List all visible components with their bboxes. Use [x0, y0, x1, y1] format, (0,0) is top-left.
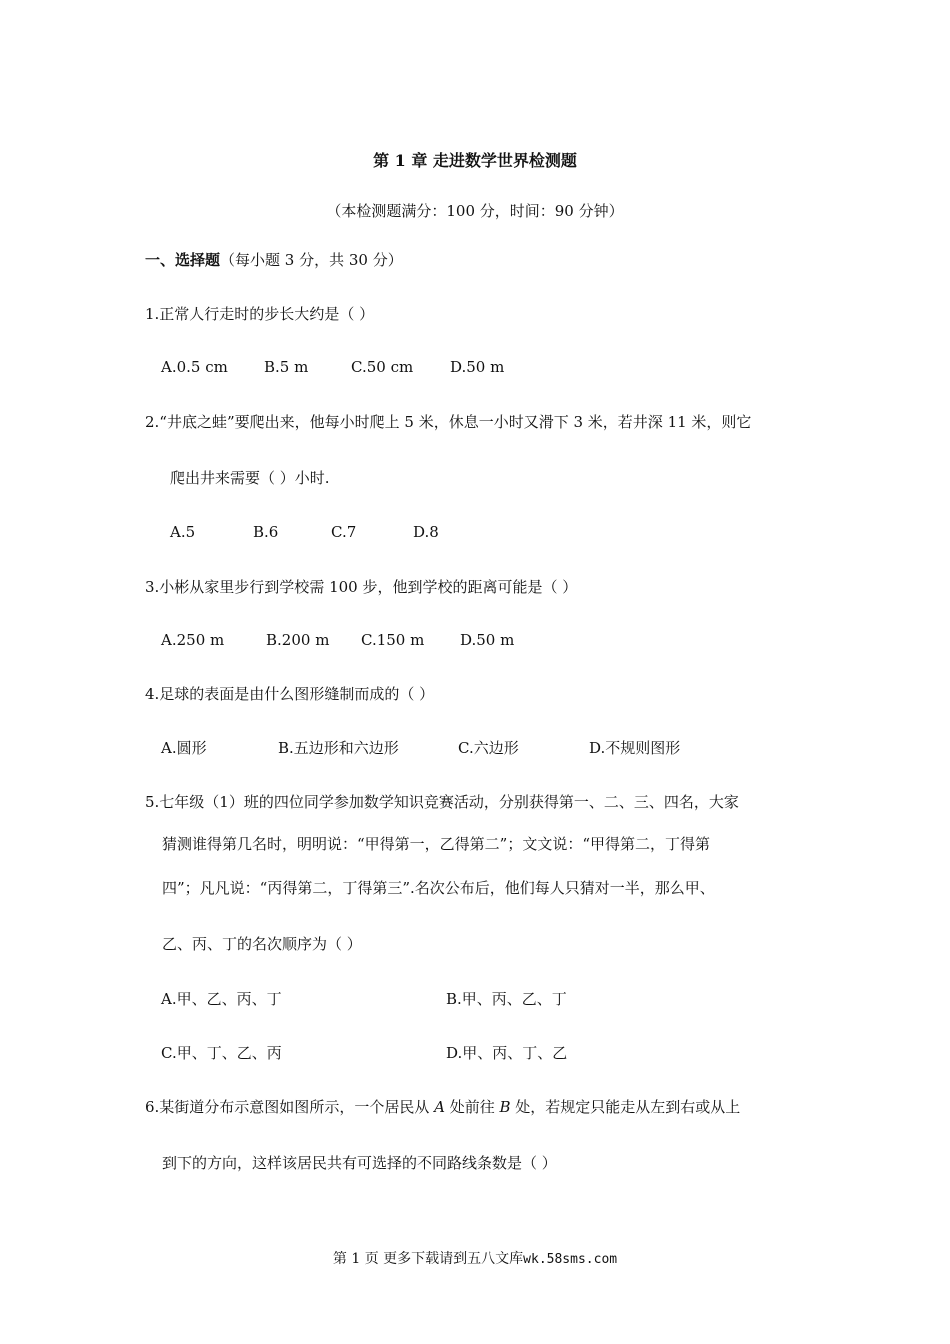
section-name: 一、选择题: [145, 251, 221, 269]
q2-option-a: A.5: [170, 523, 196, 541]
q6-point-b: B: [499, 1098, 511, 1116]
page-footer: [0, 1248, 950, 1268]
q1-option-a: A.0.5 cm: [161, 358, 228, 376]
q2-option-c: C.7: [331, 523, 357, 541]
q3-option-a: A.250 m: [161, 631, 225, 649]
q3-option-d: D.50 m: [460, 631, 515, 649]
q6-point-a: A: [434, 1098, 445, 1116]
q6-text-a: 6.某街道分布示意图如图所示，一个居民从: [145, 1098, 435, 1116]
q3-option-c: C.150 m: [361, 631, 425, 649]
q4-option-a: A.圆形: [161, 739, 207, 757]
question-2-line-2: 爬出井来需要（ ）小时.: [170, 469, 330, 487]
question-4: 4.足球的表面是由什么图形缝制而成的（ ）: [145, 685, 435, 703]
question-5-line-3: 四”；凡凡说：“丙得第二，丁得第三”.名次公布后，他们每人只猜对一半，那么甲、: [162, 879, 715, 897]
question-1: 1.正常人行走时的步长大约是（ ）: [145, 305, 375, 323]
q6-text-c: 处，若规定只能走从左到右或从上: [510, 1098, 741, 1116]
question-6-line-1: [145, 1096, 740, 1117]
q4-option-b: B.五边形和六边形: [278, 739, 399, 757]
q2-option-d: D.8: [413, 523, 439, 541]
question-5-line-4: 乙、丙、丁的名次顺序为（ ）: [162, 935, 362, 953]
q5-option-d: D.甲、丙、丁、乙: [446, 1044, 568, 1062]
q1-option-d: D.50 m: [450, 358, 505, 376]
page-title: 第 1 章 走进数学世界检测题: [373, 151, 577, 170]
q4-option-d: D.不规则图形: [589, 739, 681, 757]
q2-option-b: B.6: [253, 523, 279, 541]
question-5-line-2: 猜测谁得第几名时，明明说：“甲得第一，乙得第二”；文文说：“甲得第二，丁得第: [162, 835, 711, 853]
q5-option-b: B.甲、丙、乙、丁: [446, 990, 567, 1008]
q5-option-c: C.甲、丁、乙、丙: [161, 1044, 282, 1062]
q6-text-b: 处前往: [444, 1098, 500, 1116]
question-3: 3.小彬从家里步行到学校需 100 步，他到学校的距离可能是（ ）: [145, 578, 578, 596]
section-heading: [145, 249, 403, 270]
q5-option-a: A.甲、乙、丙、丁: [161, 990, 282, 1008]
question-5-line-1: 5.七年级（1）班的四位同学参加数学知识竞赛活动，分别获得第一、二、三、四名，大家: [145, 793, 739, 811]
question-2-line-1: 2.“井底之蛙”要爬出来，他每小时爬上 5 米，休息一小时又滑下 3 米，若井深 11 米，则它: [145, 413, 752, 431]
exam-info: （本检测题满分：100 分，时间：90 分钟）: [326, 202, 624, 220]
q1-option-b: B.5 m: [264, 358, 309, 376]
footer-url[interactable]: wk.58sms.com: [523, 1252, 618, 1267]
question-6-line-2: 到下的方向，这样该居民共有可选择的不同路线条数是（ ）: [162, 1154, 557, 1172]
q1-option-c: C.50 cm: [351, 358, 414, 376]
section-note: （每小题 3 分，共 30 分）: [220, 251, 403, 269]
footer-text: 第 1 页 更多下载请到五八文库: [332, 1251, 524, 1267]
q4-option-c: C.六边形: [458, 739, 519, 757]
q3-option-b: B.200 m: [266, 631, 330, 649]
